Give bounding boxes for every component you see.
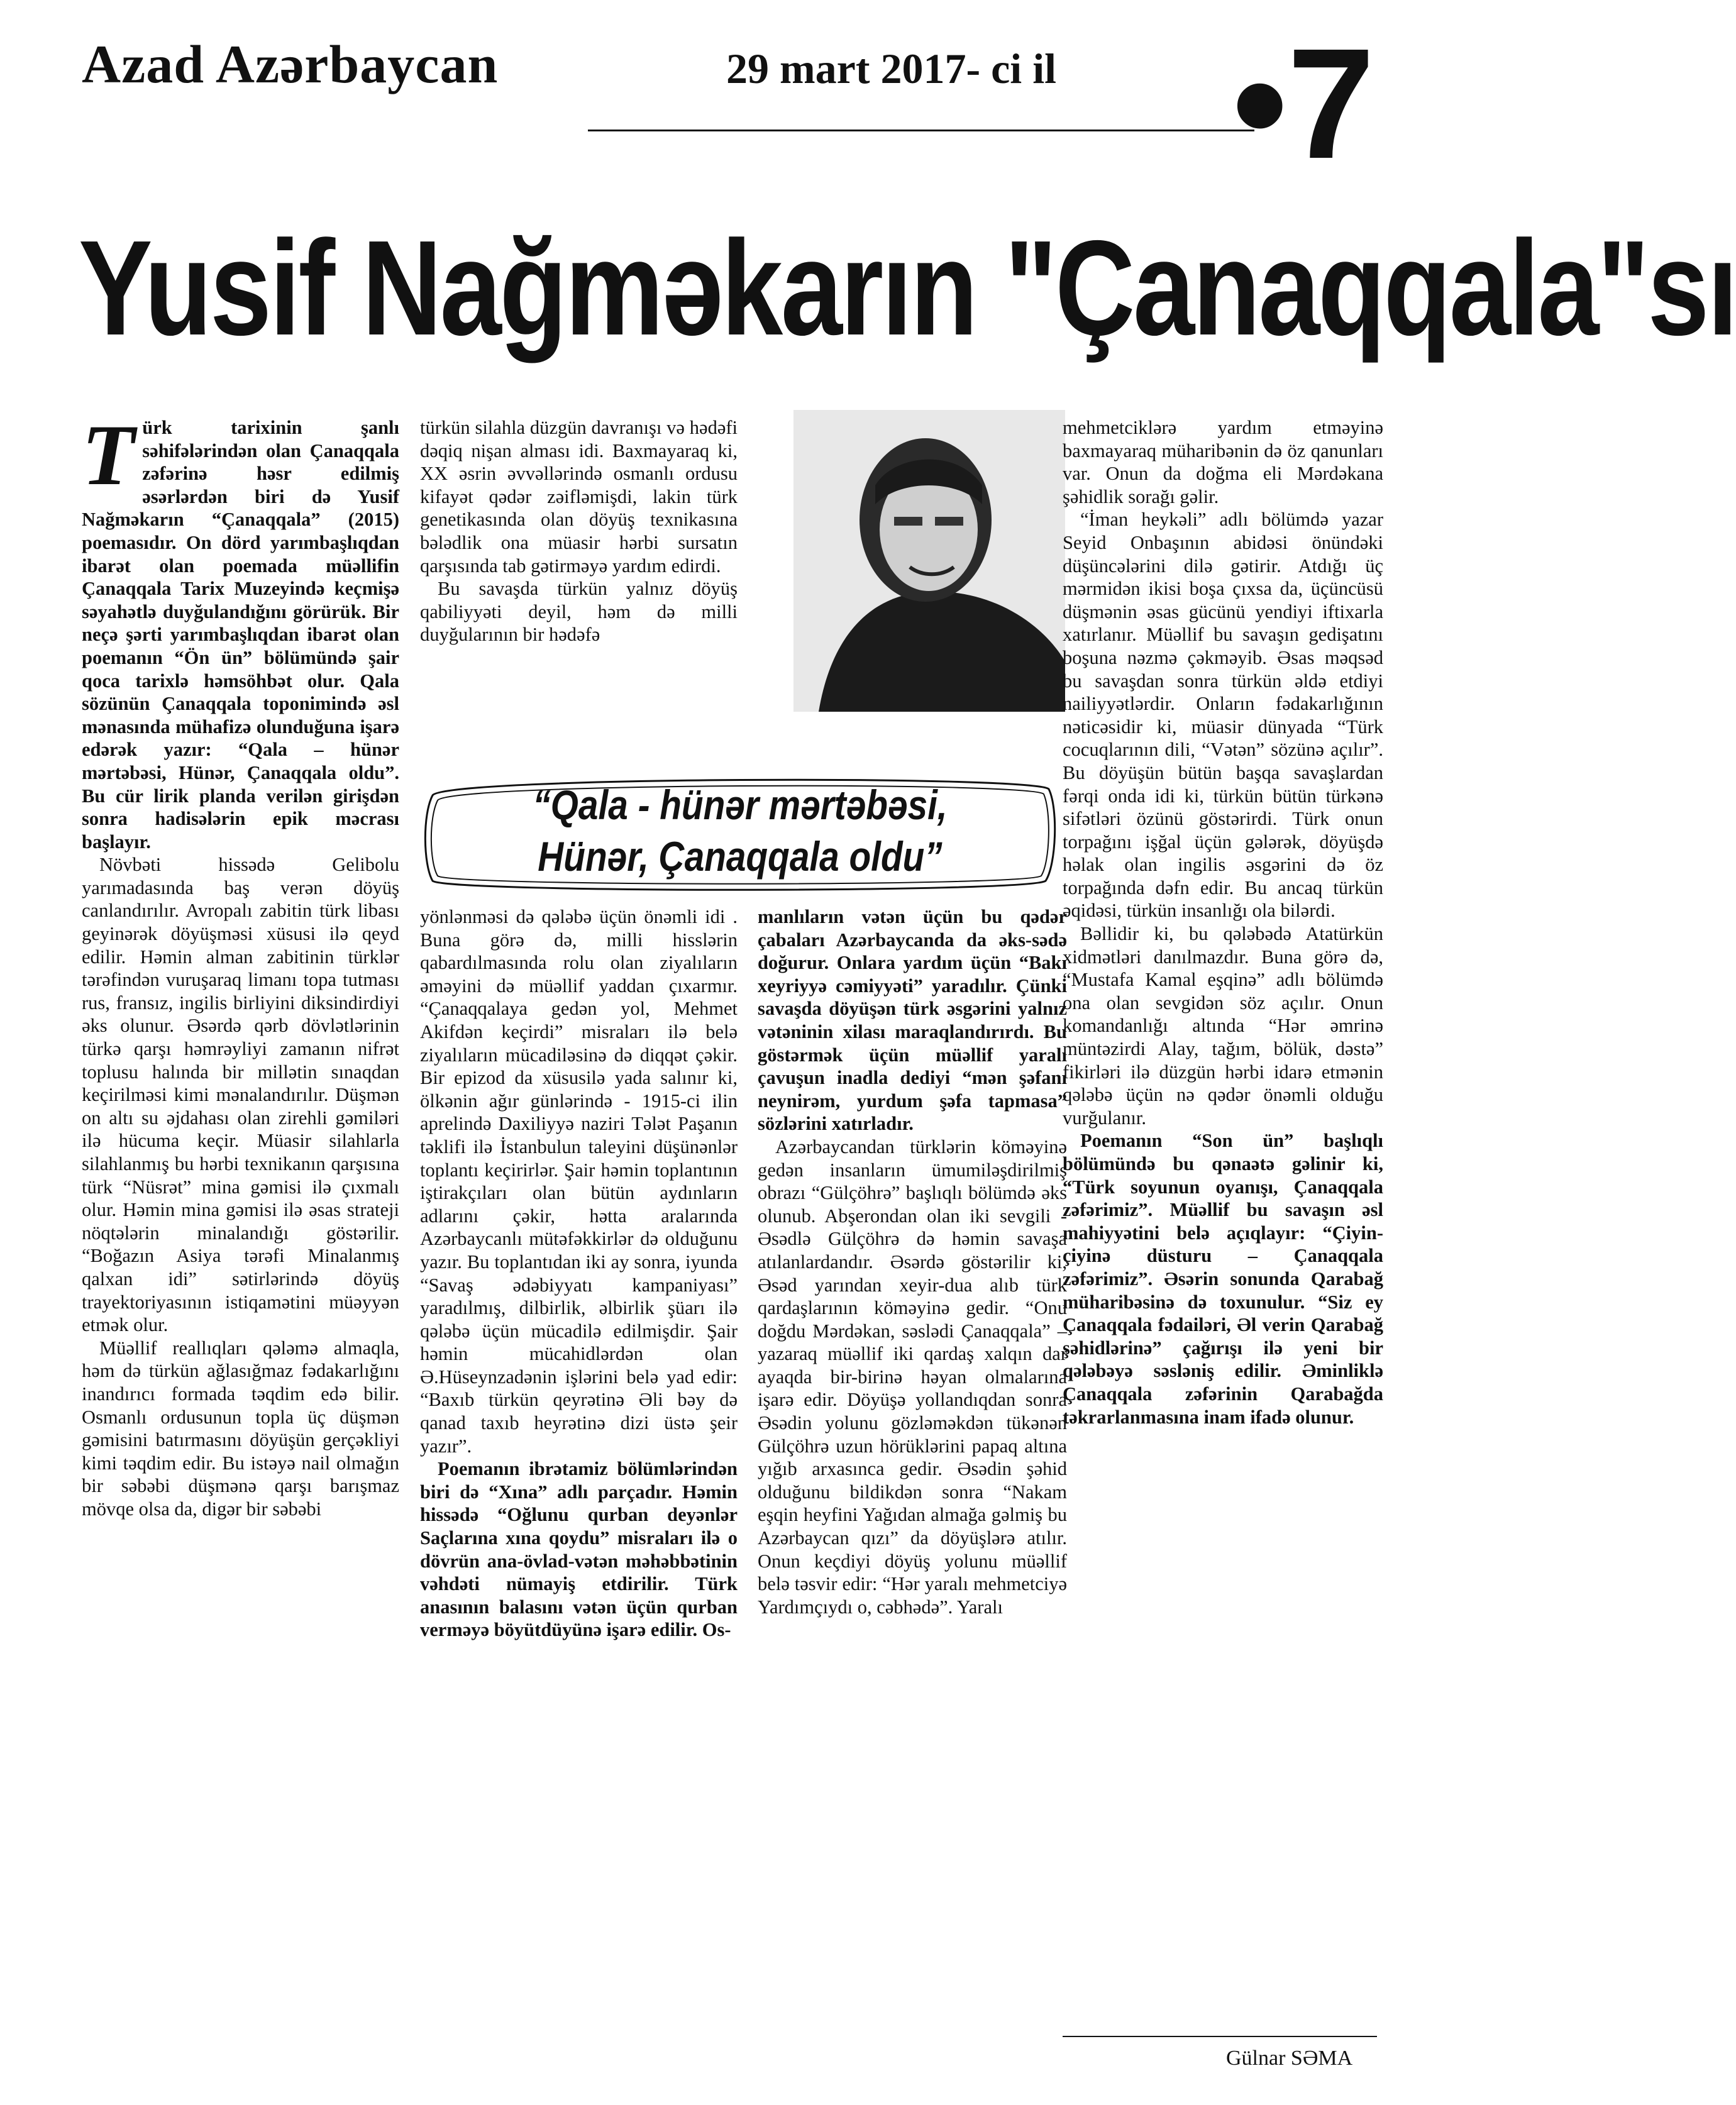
article-column-4 xyxy=(1063,416,1383,1428)
article-column-2-bottom xyxy=(420,905,738,1642)
article-column-1 xyxy=(82,407,399,1521)
pull-quote-text xyxy=(465,779,1015,882)
paragraph: Poemanın “Son ün” başlıqlı bölümündə bu qənaətə gəlinir ki, “Türk soyunun oyanışı, Çanaqqala zəfərimiz”. Müəllif bu savaşın əsl mahiyyətini belə açıqlayır: “Çiyin-çiyinə düsturu – Çanaqqala zəfərimiz”. Əsərin sonunda Qarabağ müharibəsinə də toxunulur. “Siz ey Çanaqqala fədailəri, Əl verin Qarabağ şəhidlərinə” çağırışı ilə yeni bir qələbəyə səsləniş edilir. Əminliklə Çanaqqala zəfərinin Qarabağda təkrarlanmasına inam ifadə olunur. xyxy=(1063,1130,1383,1428)
lead-text: ürk tarixinin şanlı səhifələrindən olan Çanaqqala zəfərinə həsr edilmiş əsərlərdən biri də Yusif Nağməkarın “Çanaqqala” (2015) poemasıdır. On dörd yarımbaşlıqdan ibarət olan poemada müəllifin Çanaqqala Tarix Muzeyində keçmişə səyahətlə duyğulandığını görürük. Bir neçə şərti yarımbaşlıqdan ibarət olan poemanın “Ön ün” bölümündə şair qoca tarixlə həmsöhbət olur. Qala sözünün Çanaqqala toponimində əsl mənasında mühafizə olunduğuna işarə edərək yazır: “Qala – hünər mərtəbəsi, Hünər, Çanaqqala oldu”. Bu cür lirik planda verilən girişdən sonra hadisələrin epik məcrası başlayır. xyxy=(82,417,399,853)
signature-rule xyxy=(1063,2036,1377,2037)
paragraph: Növbəti hissədə Gelibolu yarımadasında baş verən döyüş canlandırılır. Avropalı zabitin türk libası geyinərək döyüşməsi xüsusi ilə qeyd edilir. Həmin alman zabitinin türklər tərəfindən vuruşaraq limanı topa tutması rus, fransız, ingilis birliyini diksindirdiyi əks olunur. Əsərdə qərb dövlətlərinin türkə qarşı həmrəyliyi zamanın nifrət toplusu halında bir millətin sınaqdan keçirilməsi kimi mənalandırılır. Düşmən on altı su əjdahası olan zirehli gəmiləri ilə hücuma keçir. Müasir silahlarla silahlanmış bu hərbi texnikanın qarşısına türk “Nüsrət” mina gəmisi ilə çıxmalı olur. Həmin mina gəmisi ilə əsas strateji nöqtələrin minalandığı göstərilir. “Boğazın Asiya tərəfi Minalanmış qalxan idi” sətirlərində döyüş trayektoriyasının istiqamətini müəyyən etmək olur. xyxy=(82,854,399,1336)
article-column-3 xyxy=(758,905,1067,1618)
pull-quote-line: Hünər, Çanaqqala oldu” xyxy=(538,833,943,880)
article-headline: Yusif Nağməkarın "Çanaqqala"sı xyxy=(79,212,1736,363)
pull-quote-line: “Qala - hünər mərtəbəsi, xyxy=(533,782,948,828)
paragraph: Poemanın ibrətamiz bölümlərindən biri də “Xına” adlı parçadır. Həmin hissədə “Oğlunu qurban deyənlər Saçlarına xına qoydu” misraları ilə o dövrün ana-övlad-vətən məhəbbətinin vəhdəti nümayiş etdirilir. Türk anasının balasını vətən üçün qurban verməyə böyütdüyünə işarə edilir. Os- xyxy=(420,1458,738,1641)
paragraph: manlıların vətən üçün bu qədər çabaları Azərbaycanda da əks-sədə doğurur. Onlara yardım üçün “Bakı xeyriyyə cəmiyyəti” yaradılır. Çünki savaşda döyüşən türk əsgərini yalnız vətəninin xilası maraqlandırırdı. Bu göstərmək üçün müəllif yaralı çavuşun inadla dediyi “mən şəfanı neynirəm, yurdum şəfa tapmasa” sözlərini xatırladır. xyxy=(758,906,1067,1135)
paragraph: “İman heykəli” adlı bölümdə yazar Seyid Onbaşının abidəsi önündəki düşüncələrini dilə gətirir. Atdığı üç mərmidən ikisi boşa çıxsa da, üçüncüsü düşmənin əsas gücünü yendiyi iftixarla xatırlanır. Müəllif bu savaşın gedişatını boşuna nəzmə çəkməyib. Əsas məqsəd bu savaşdan sonra türkün əldə etdiyi nailiyyətlərdir. Onların fədakarlığının nəticəsidir ki, müasir dünyada “Türk cocuqlarının dili, “Vətən” sözünə açılır”. Bu döyüşün bütün başqa savaşlardan fərqi onda idi ki, türkün bütün türkənə sifətləri özünü göstərirdi. Türk onun torpağını işğal üçün gələrək, döyüşdə həlak olan ingilis əsgərini də öz torpağında dəfn edir. Bu ancaq türkün əqidəsi, türkün insanlığı ola bilərdi. xyxy=(1063,509,1383,922)
paragraph: yönlənməsi də qələbə üçün önəmli idi . Buna görə də, milli hisslərin qabardılmasında rolu olan ziyalıların əməyini də müəllif yaddan çıxarmır. “Çanaqqalaya gedən yol, Mehmet Akifdən keçirdi” misraları ilə belə ziyalıların mücadiləsinə də diqqət çəkir. Bir epizod da xüsusilə yada salınır ki, ölkənin ağır günlərində - 1915-ci ilin aprelində Daxiliyyə naziri Tələt Paşanın təklifi ilə İstanbulun taleyini düşünənlər toplantı keçirirlər. Şair həmin toplantının iştirakçıları olan bütün aydınların adlarını çəkir, hətta aralarında Azərbaycanlı mütəfəkkirlər də olduğunu yazır. Bu toplantıdan iki ay sonra, iyunda “Savaş ədəbiyyatı kampaniyası” yaradılmış, dilbirlik, əlbirlik şüarı ilə qələbə üçün mücadilə edilmişdir. Şair həmin mücahidlərdən olan Ə.Hüseynzadənin işlərini belə yad edir: “Baxıb türkün qeyrətinə Əli bəy də qanad taxıb heyrətinə dizi üstə şeir yazır”. xyxy=(420,906,738,1457)
paragraph: mehmetciklərə yardım etməyinə baxmayaraq müharibənin də öz qanunları var. Onun da doğma eli Mərdəkana şəhidlik sorağı gəlir. xyxy=(1063,417,1383,507)
drop-cap: T xyxy=(82,407,135,503)
pull-quote xyxy=(420,770,1060,893)
article-column-2-top xyxy=(420,416,738,646)
paragraph: türkün silahla düzgün davranışı və hədəfi dəqiq nişan alması idi. Baxmayaraq ki, XX əsrin əvvəllərində osmanlı ordusu kifayət qədər zəifləmişdi, lakin türk genetikasında olan döyüş texnikasına bələdlik ona müasir hərbi sursatın qarşısında tab gətirməyə yardım edirdi. xyxy=(420,417,738,577)
lead-paragraph xyxy=(82,407,399,853)
newspaper-name: Azad Azərbaycan xyxy=(82,34,499,94)
paragraph: Bəllidir ki, bu qələbədə Atatürkün xidmətləri danılmazdır. Buna görə də, “Mustafa Kamal eşqinə” adlı bölümdə ona olan sevgidən söz açılır. Onun komandanlığı altında “Hər əmrinə müntəzirdi Alay, tağım, bölük, dəstə” fikirləri ilə düzgün hərbi idarə etmənin qələbə üçün nə qədər önəmli olduğu vurğulanır. xyxy=(1063,923,1383,1129)
paragraph: Azərbaycandan türklərin köməyinə gedən insanların ümumiləşdirilmiş obrazı “Gülçöhrə” başlıqlı bölümdə əks olunub. Abşerondan olan iki sevgili - Əsədlə Gülçöhrə də həmin savaşa atılanlardandır. Əsərdə göstərilir ki, Əsəd yarından xeyir-dua alıb türk qardaşlarının köməyinə gedir. “Onu doğdu Mərdəkan, səslədi Çanaqqala” – yazaraq müəllif iki qardaş xalqın dar ayaqda bir-birinə həyan olmalarına işarə edir. Döyüşə yollandıqdan sonra Əsədin yolunu gözləməkdən tükənən Gülçöhrə uzun hörüklərini papaq altına yığıb arxasınca gedir. Əsədin şəhid olduğunu bildikdən sonra “Nakam eşqin heyfini Yağıdan almağa gəlmiş bu Azərbaycan qızı” da döyüşlərə atılır. Onun keçdiyi döyüş yolunu müəllif belə təsvir edir: “Hər yaralı mehmetciyə Yardımçıydı o, cəbhədə”. Yaralı xyxy=(758,1135,1067,1618)
header-rule xyxy=(588,130,1254,131)
page-number: •7 xyxy=(1232,16,1375,191)
author-signature: Gülnar SƏMA xyxy=(1226,2047,1353,2070)
paragraph: Bu savaşda türkün yalnız döyüş qabiliyyəti deyil, həm də milli duyğularının bir hədəfə xyxy=(420,578,738,646)
author-photo xyxy=(793,410,1065,712)
issue-date: 29 mart 2017- ci il xyxy=(726,45,1056,92)
paragraph: Müəllif reallıqları qələmə almaqla, həm də türkün ağlasığmaz fədakarlığını inandırıcı formada təqdim edə bilir. Osmanlı ordusunun topla üç düşmən gəmisini batırmasını döyüşün gerçəkliyi kimi təqdim edir. Bu istəyə nail olmağın bir səbəbi düşmənə qarşı barışmaz mövqe olsa da, digər bir səbəbi xyxy=(82,1337,399,1520)
portrait-photo-icon xyxy=(793,410,1065,712)
